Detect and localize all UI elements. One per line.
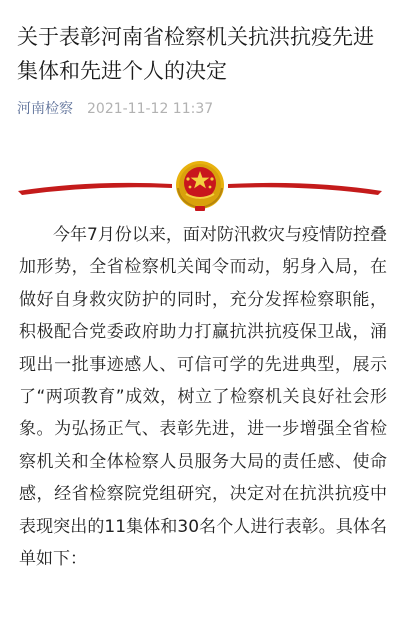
publish-date: 2021-11-12 11:37 <box>87 101 214 117</box>
header-decoration <box>0 150 400 220</box>
right-red-band <box>228 183 382 195</box>
article-paragraph-text: 今年7月份以来，面对防汛救灾与疫情防控叠加形势，全省检察机关闻令而动，躬身入局，在做好自身救灾防护的同时，充分发挥检察职能，积极配合党委政府助力打赢抗洪抗疫保卫战，涌现出一批事迹感人、可信可学的先进典型，展示了“两项教育”成效，树立了检察机关良好社会形象。为弘扬正气、表彰先进，进一步增强全省检察机关和全体检察人员服务大局的责任感、使命感，经省检察院党组研究，决定对在抗洪抗疫中表现突出的11集体和30名个人进行表彰。具体名单如下： <box>19 225 387 570</box>
article-meta <box>17 99 213 119</box>
article-paragraph <box>19 219 387 575</box>
article-title: 关于表彰河南省检察机关抗洪抗疫先进集体和先进个人的决定 <box>17 25 374 83</box>
account-name-link[interactable]: 河南检察 <box>17 101 73 117</box>
procuratorate-emblem-icon <box>176 161 224 211</box>
left-red-band <box>18 183 172 195</box>
